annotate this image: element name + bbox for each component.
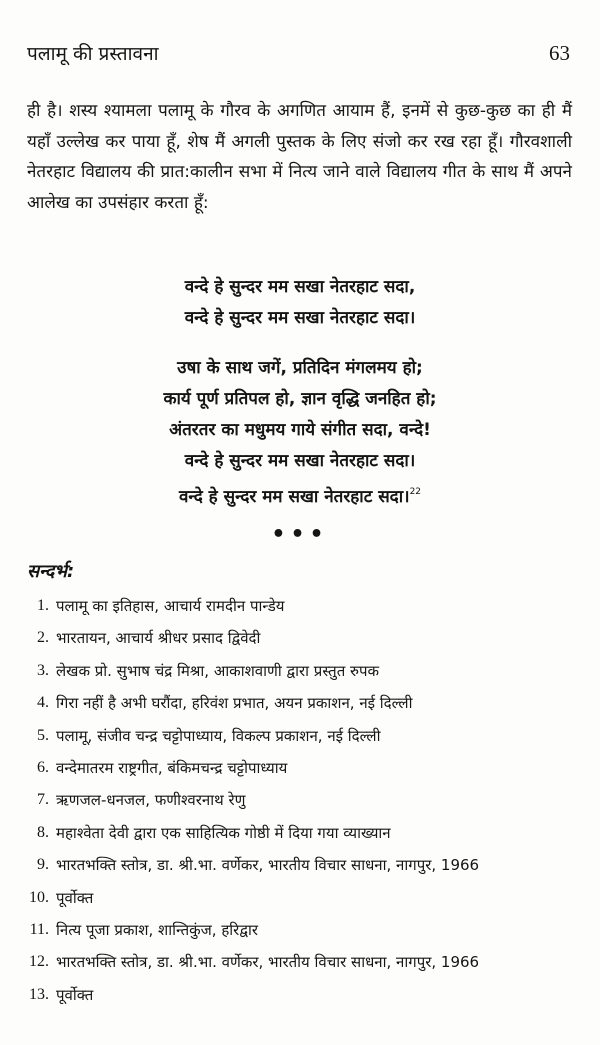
page-number: 63 (549, 41, 570, 65)
reference-text: पलामू का इतिहास, आचार्य रामदीन पान्डेय (56, 597, 285, 615)
running-title: पलामू की प्रस्तावना (27, 43, 159, 65)
reference-text: वन्देमातरम राष्ट्रगीत, बंकिमचन्द्र चट्टोपाध्याय (56, 758, 288, 777)
reference-number: 9. (37, 856, 49, 874)
poem-stanza-2 (0, 353, 600, 508)
reference-item (0, 752, 600, 784)
reference-text: पलामू, संजीव चन्द्र चट्टोपाध्याय, विकल्प प्रकाशन, नई दिल्ली (56, 726, 381, 745)
reference-item (0, 914, 600, 946)
paragraph-line: सभा में नित्य जाने वाले विद्यालय गीत के साथ मैं अपने आलेख का (27, 162, 572, 213)
reference-item (0, 979, 600, 1011)
reference-item (0, 622, 600, 654)
reference-number: 13. (29, 985, 49, 1003)
paragraph-line: उपसंहार करता हूँ: (98, 192, 209, 213)
reference-item (0, 590, 600, 622)
body-paragraph (27, 96, 572, 218)
poem-line: उषा के साथ जगें, प्रतिदिन मंगलमय हो; (177, 358, 423, 378)
references-heading: सन्दर्भ: (27, 561, 75, 582)
poem-line-last (0, 477, 600, 508)
poem-line: कार्य पूर्ण प्रतिपल हो, ज्ञान वृद्धि जनहित हो; (163, 389, 437, 409)
reference-item (0, 882, 600, 914)
reference-item (0, 817, 600, 849)
reference-item (0, 946, 600, 978)
reference-number: 12. (29, 953, 49, 971)
footnote-marker: 22 (409, 487, 422, 497)
poem-stanza-1 (0, 272, 600, 334)
reference-number: 8. (37, 823, 49, 841)
reference-item (0, 720, 600, 752)
poem-line: वन्दे हे सुन्दर मम सखा नेतरहाट सदा। (184, 308, 416, 328)
reference-text: भारतभक्ति स्तोत्र, डा. श्री.भा. वर्णेकर, भारतीय विचार साधना, नागपुर, 1966 (56, 856, 480, 875)
paragraph-line: लिए संजो कर रख रहा हूँ। गौरवशाली नेतरहाट विद्यालय की प्रात:कालीन (27, 131, 572, 183)
reference-number: 4. (37, 694, 49, 712)
reference-item (0, 849, 600, 881)
reference-number: 1. (37, 597, 49, 614)
reference-number: 5. (37, 726, 49, 744)
reference-text: नित्य पूजा प्रकाश, शान्तिकुंज, हरिद्वार (56, 920, 258, 939)
reference-number: 11. (29, 920, 49, 938)
reference-number: 3. (37, 661, 49, 679)
reference-text: गिरा नहीं है अभी घरौंदा, हरिवंश प्रभात, अयन प्रकाशन, नई दिल्ली (56, 694, 413, 713)
section-separator: ••• (271, 522, 329, 547)
reference-text: पूर्वोक्त (56, 985, 94, 1004)
reference-text: ऋणजल-धनजल, फणीश्वरनाथ रेणु (56, 791, 246, 810)
poem-line-text: वन्दे हे सुन्दर मम सखा नेतरहाट सदा। (178, 487, 410, 507)
reference-item (0, 784, 600, 816)
reference-text: भारतायन, आचार्य श्रीधर प्रसाद द्विवेदी (56, 629, 261, 648)
reference-number: 2. (37, 629, 49, 647)
paragraph-line: ही है। शस्य श्यामला पलामू के गौरव के अगणित आयाम हैं, इनमें से (27, 101, 449, 121)
reference-text: महाश्वेता देवी द्वारा एक साहित्यिक गोष्ठी में दिया गया व्याख्यान (56, 823, 391, 842)
page-header (27, 40, 570, 66)
poem-line: अंतरतर का मधुमय गाये संगीत सदा, वन्दे! (169, 420, 431, 440)
reference-item (0, 687, 600, 719)
poem-line: वन्दे हे सुन्दर मम सखा नेतरहाट सदा। (184, 451, 416, 471)
reference-item (0, 655, 600, 687)
reference-text: पूर्वोक्त (56, 888, 94, 907)
paragraph-line: कुछ-कुछ का ही मैं यहाँ उल्लेख कर पाया हूँ, शेष मैं अगली पुस्तक के (27, 101, 572, 152)
reference-text: भारतभक्ति स्तोत्र, डा. श्री.भा. वर्णेकर, भारतीय विचार साधना, नागपुर, 1966 (56, 953, 480, 972)
references-list (0, 590, 600, 1011)
reference-number: 10. (29, 888, 49, 906)
reference-number: 7. (37, 791, 49, 809)
reference-text: लेखक प्रो. सुभाष चंद्र मिश्रा, आकाशवाणी द्वारा प्रस्तुत रुपक (56, 661, 380, 680)
reference-number: 6. (37, 758, 49, 776)
poem-line: वन्दे हे सुन्दर मम सखा नेतरहाट सदा, (184, 277, 416, 297)
